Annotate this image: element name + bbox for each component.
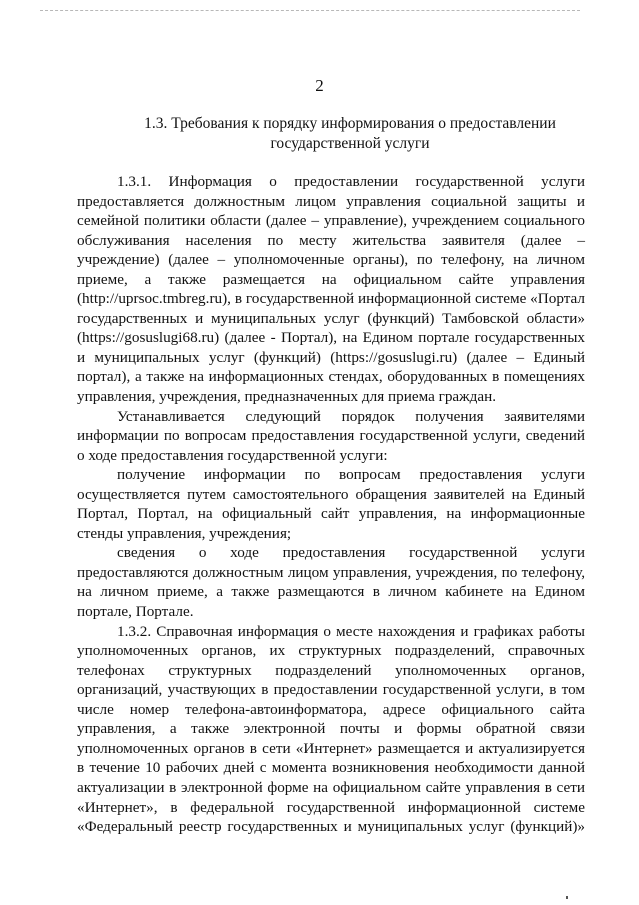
paragraph-info-procedure: Устанавливается следующий порядок получения заявителями информации по вопросам предоставления государственной услуги, сведений о ходе предоставления государственной услуги: (77, 407, 585, 464)
scan-edge-line (40, 10, 580, 11)
paragraph-status-info: сведения о ходе предоставления государственной услуги предоставляются должностным лицом управления, учреждения, по телефону, на личном приеме, а также размещаются в личном кабинете на Едином портале, Портале. (77, 544, 585, 621)
document-body (77, 172, 585, 837)
page-number: 2 (315, 76, 324, 95)
section-heading (100, 114, 600, 154)
paragraph-1-3-1: 1.3.1. Информация о предоставлении государственной услуги предоставляется должностным лицом управления социальной защиты и семейной политики области (далее – управление), учреждением социального обслуживания населения по месту жительства заявителя (далее – учреждение) (далее – уполномоченные органы), по телефону, на личном приеме, а также размещается на официальном сайте управления (http://uprsoc.tmbreg.ru), в государственной информационной системе «Портал государственных и муниципальных услуг (функций) Тамбовской области» (https://gosuslugi68.ru) (далее - Портал), на Едином портале государственных и муниципальных услуг (функций) (https://gosuslugi.ru) (далее – Единый портал), а также на информационных стендах, оборудованных в помещениях управления, учреждения, предназначенных для приема граждан. (77, 173, 585, 406)
scan-speck (566, 896, 568, 899)
section-heading-line-2: государственной услуги (270, 135, 430, 152)
paragraph-1-3-2: 1.3.2. Справочная информация о месте нахождения и графиках работы уполномоченных органов, их структурных подразделений, справочных телефонах структурных подразделений уполномоченных органов, организаций, участвующих в предоставлении государственной услуги, в том числе номер телефона-автоинформатора, адресе официального сайта управления, а также электронной почты и формы обратной связи уполномоченных органов в сети «Интернет» размещается и актуализируется в течение 10 рабочих дней с момента возникновения необходимости данной актуализации в электронной форме на официальном сайте управления в сети «Интернет», в федеральной государственной информационной системе «Федеральный реестр государственных и муниципальных услуг (функций)» (77, 622, 585, 836)
paragraph-info-retrieval: получение информации по вопросам предоставления услуги осуществляется путем самостоятельного обращения заявителей на Единый Портал, Портал, на официальный сайт управления, на информационные стенды управления, учреждения; (77, 466, 585, 542)
section-heading-line-1: 1.3. Требования к порядку информирования о предоставлении (144, 115, 556, 132)
